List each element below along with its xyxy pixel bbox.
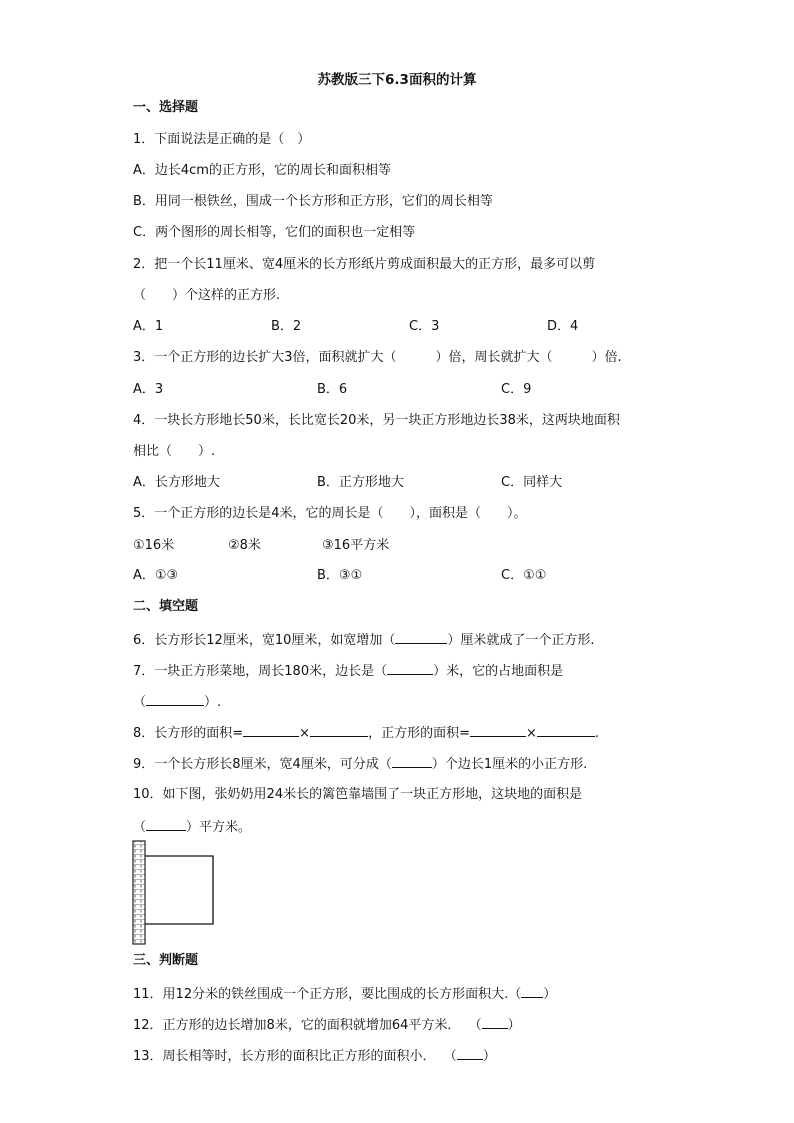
q4-option-a: A．长方形地大 — [133, 475, 220, 490]
q2-stem-line1: 2．把一个长11厘米、宽4厘米的长方形纸片剪成面积最大的正方形，最多可以剪 — [133, 257, 596, 272]
q7-line2-open: （ — [133, 695, 147, 710]
q6-text-before: 6．长方形长12厘米，宽10厘米，如宽增加（ — [133, 633, 396, 648]
q6-text-after: ）厘米就成了一个正方形. — [447, 633, 595, 648]
q2-stem-line2: （ ）个这样的正方形. — [133, 288, 281, 303]
q8-stem — [133, 723, 599, 743]
q11-text-before: 11．用12分米的铁丝围成一个正方形，要比围成的长方形面积大.（ — [133, 987, 522, 1002]
q12-answer-blank[interactable] — [482, 1015, 508, 1029]
q4-stem-line2: 相比（ ）. — [133, 444, 216, 459]
q5-stem: 5．一个正方形的边长是4米，它的周长是（ ），面积是（ ）。 — [133, 506, 527, 521]
q3-option-c: C．9 — [501, 382, 532, 397]
q8-square-blank-1[interactable] — [470, 723, 526, 737]
q9-text-after: ）个边长1厘米的小正方形. — [431, 757, 588, 772]
q6-stem — [133, 630, 595, 650]
q10-stem-line1: 10．如下图，张奶奶用24米长的篱笆靠墙围了一块正方形地，这块地的面积是 — [133, 787, 583, 802]
q5-option-c: C．①① — [501, 568, 547, 583]
q7-line2-close: ）. — [204, 695, 222, 710]
q4-option-b: B．正方形地大 — [317, 475, 404, 490]
q4-stem-line1: 4．一块长方形地长50米，长比宽长20米，另一块正方形地边长38米，这两块地面积 — [133, 413, 620, 428]
q10-line2-open: （ — [133, 820, 147, 835]
wall-and-square-figure — [132, 840, 222, 950]
q13-answer-blank[interactable] — [457, 1046, 483, 1060]
q4-option-c: C．同样大 — [501, 475, 563, 490]
q7-area-blank[interactable] — [146, 692, 204, 706]
q8-times-2: × — [525, 726, 537, 741]
q12-stem — [133, 1015, 521, 1035]
q1-option-a: A．边长4cm的正方形，它的周长和面积相等 — [133, 163, 391, 178]
q7-stem-line2 — [133, 692, 221, 712]
wall-square-diagram — [132, 840, 222, 946]
q7-text-mid: ）米，它的占地面积是 — [433, 664, 564, 679]
q5-option-b: B．③① — [317, 568, 363, 583]
q11-answer-blank[interactable] — [521, 984, 543, 998]
q7-side-blank[interactable] — [387, 661, 433, 675]
q9-answer-blank[interactable] — [392, 754, 432, 768]
section-heading-choice: 一、选择题 — [133, 100, 199, 115]
q5-item-3: ③16平方米 — [322, 538, 390, 553]
q10-line2-close: ）平方米。 — [186, 820, 252, 835]
q5-option-a: A．①③ — [133, 568, 179, 583]
q3-stem: 3．一个正方形的边长扩大3倍，面积就扩大（ ）倍，周长就扩大（ ）倍. — [133, 350, 622, 365]
q8-text-end: . — [594, 726, 600, 741]
q2-option-b: B．2 — [271, 319, 302, 334]
q11-stem — [133, 984, 556, 1004]
q1-option-b: B．用同一根铁丝，围成一个长方形和正方形，它们的周长相等 — [133, 194, 493, 209]
q7-stem-line1 — [133, 661, 563, 681]
q13-text-after: ） — [482, 1049, 496, 1064]
section-heading-judge: 三、判断题 — [133, 953, 199, 968]
q8-rect-blank-2[interactable] — [310, 723, 368, 737]
q11-text-after: ） — [543, 987, 557, 1002]
q8-rect-blank-1[interactable] — [243, 723, 299, 737]
q12-text-after: ） — [507, 1018, 521, 1033]
page-title: 苏教版三下6.3面积的计算 — [317, 72, 477, 88]
square-fence — [145, 856, 213, 924]
q5-item-1: ①16米 — [133, 538, 175, 553]
q12-text-before: 12．正方形的边长增加8米，它的面积就增加64平方米． （ — [133, 1018, 482, 1033]
q8-square-blank-2[interactable] — [537, 723, 595, 737]
q8-text-square: ，正方形的面积= — [368, 726, 470, 741]
q10-answer-blank[interactable] — [146, 817, 186, 831]
brick-wall — [133, 841, 145, 944]
q9-stem — [133, 754, 587, 774]
q1-option-c: C．两个图形的周长相等，它们的面积也一定相等 — [133, 225, 416, 240]
q2-option-a: A．1 — [133, 319, 164, 334]
q3-option-b: B．6 — [317, 382, 348, 397]
q7-text-before: 7．一块正方形菜地，周长180米，边长是（ — [133, 664, 388, 679]
q9-text-before: 9．一个长方形长8厘米，宽4厘米，可分成（ — [133, 757, 392, 772]
q3-option-a: A．3 — [133, 382, 164, 397]
q13-text-before: 13．周长相等时，长方形的面积比正方形的面积小． （ — [133, 1049, 457, 1064]
q8-text-rect: 8．长方形的面积= — [133, 726, 244, 741]
q2-option-d: D．4 — [547, 319, 579, 334]
q8-times-1: × — [299, 726, 311, 741]
q13-stem — [133, 1046, 496, 1066]
section-heading-fill: 二、填空题 — [133, 599, 199, 614]
q5-item-2: ②8米 — [228, 538, 261, 553]
q6-answer-blank[interactable] — [395, 630, 447, 644]
q1-stem: 1．下面说法是正确的是（ ） — [133, 132, 311, 147]
q2-option-c: C．3 — [409, 319, 440, 334]
q10-stem-line2 — [133, 817, 251, 837]
